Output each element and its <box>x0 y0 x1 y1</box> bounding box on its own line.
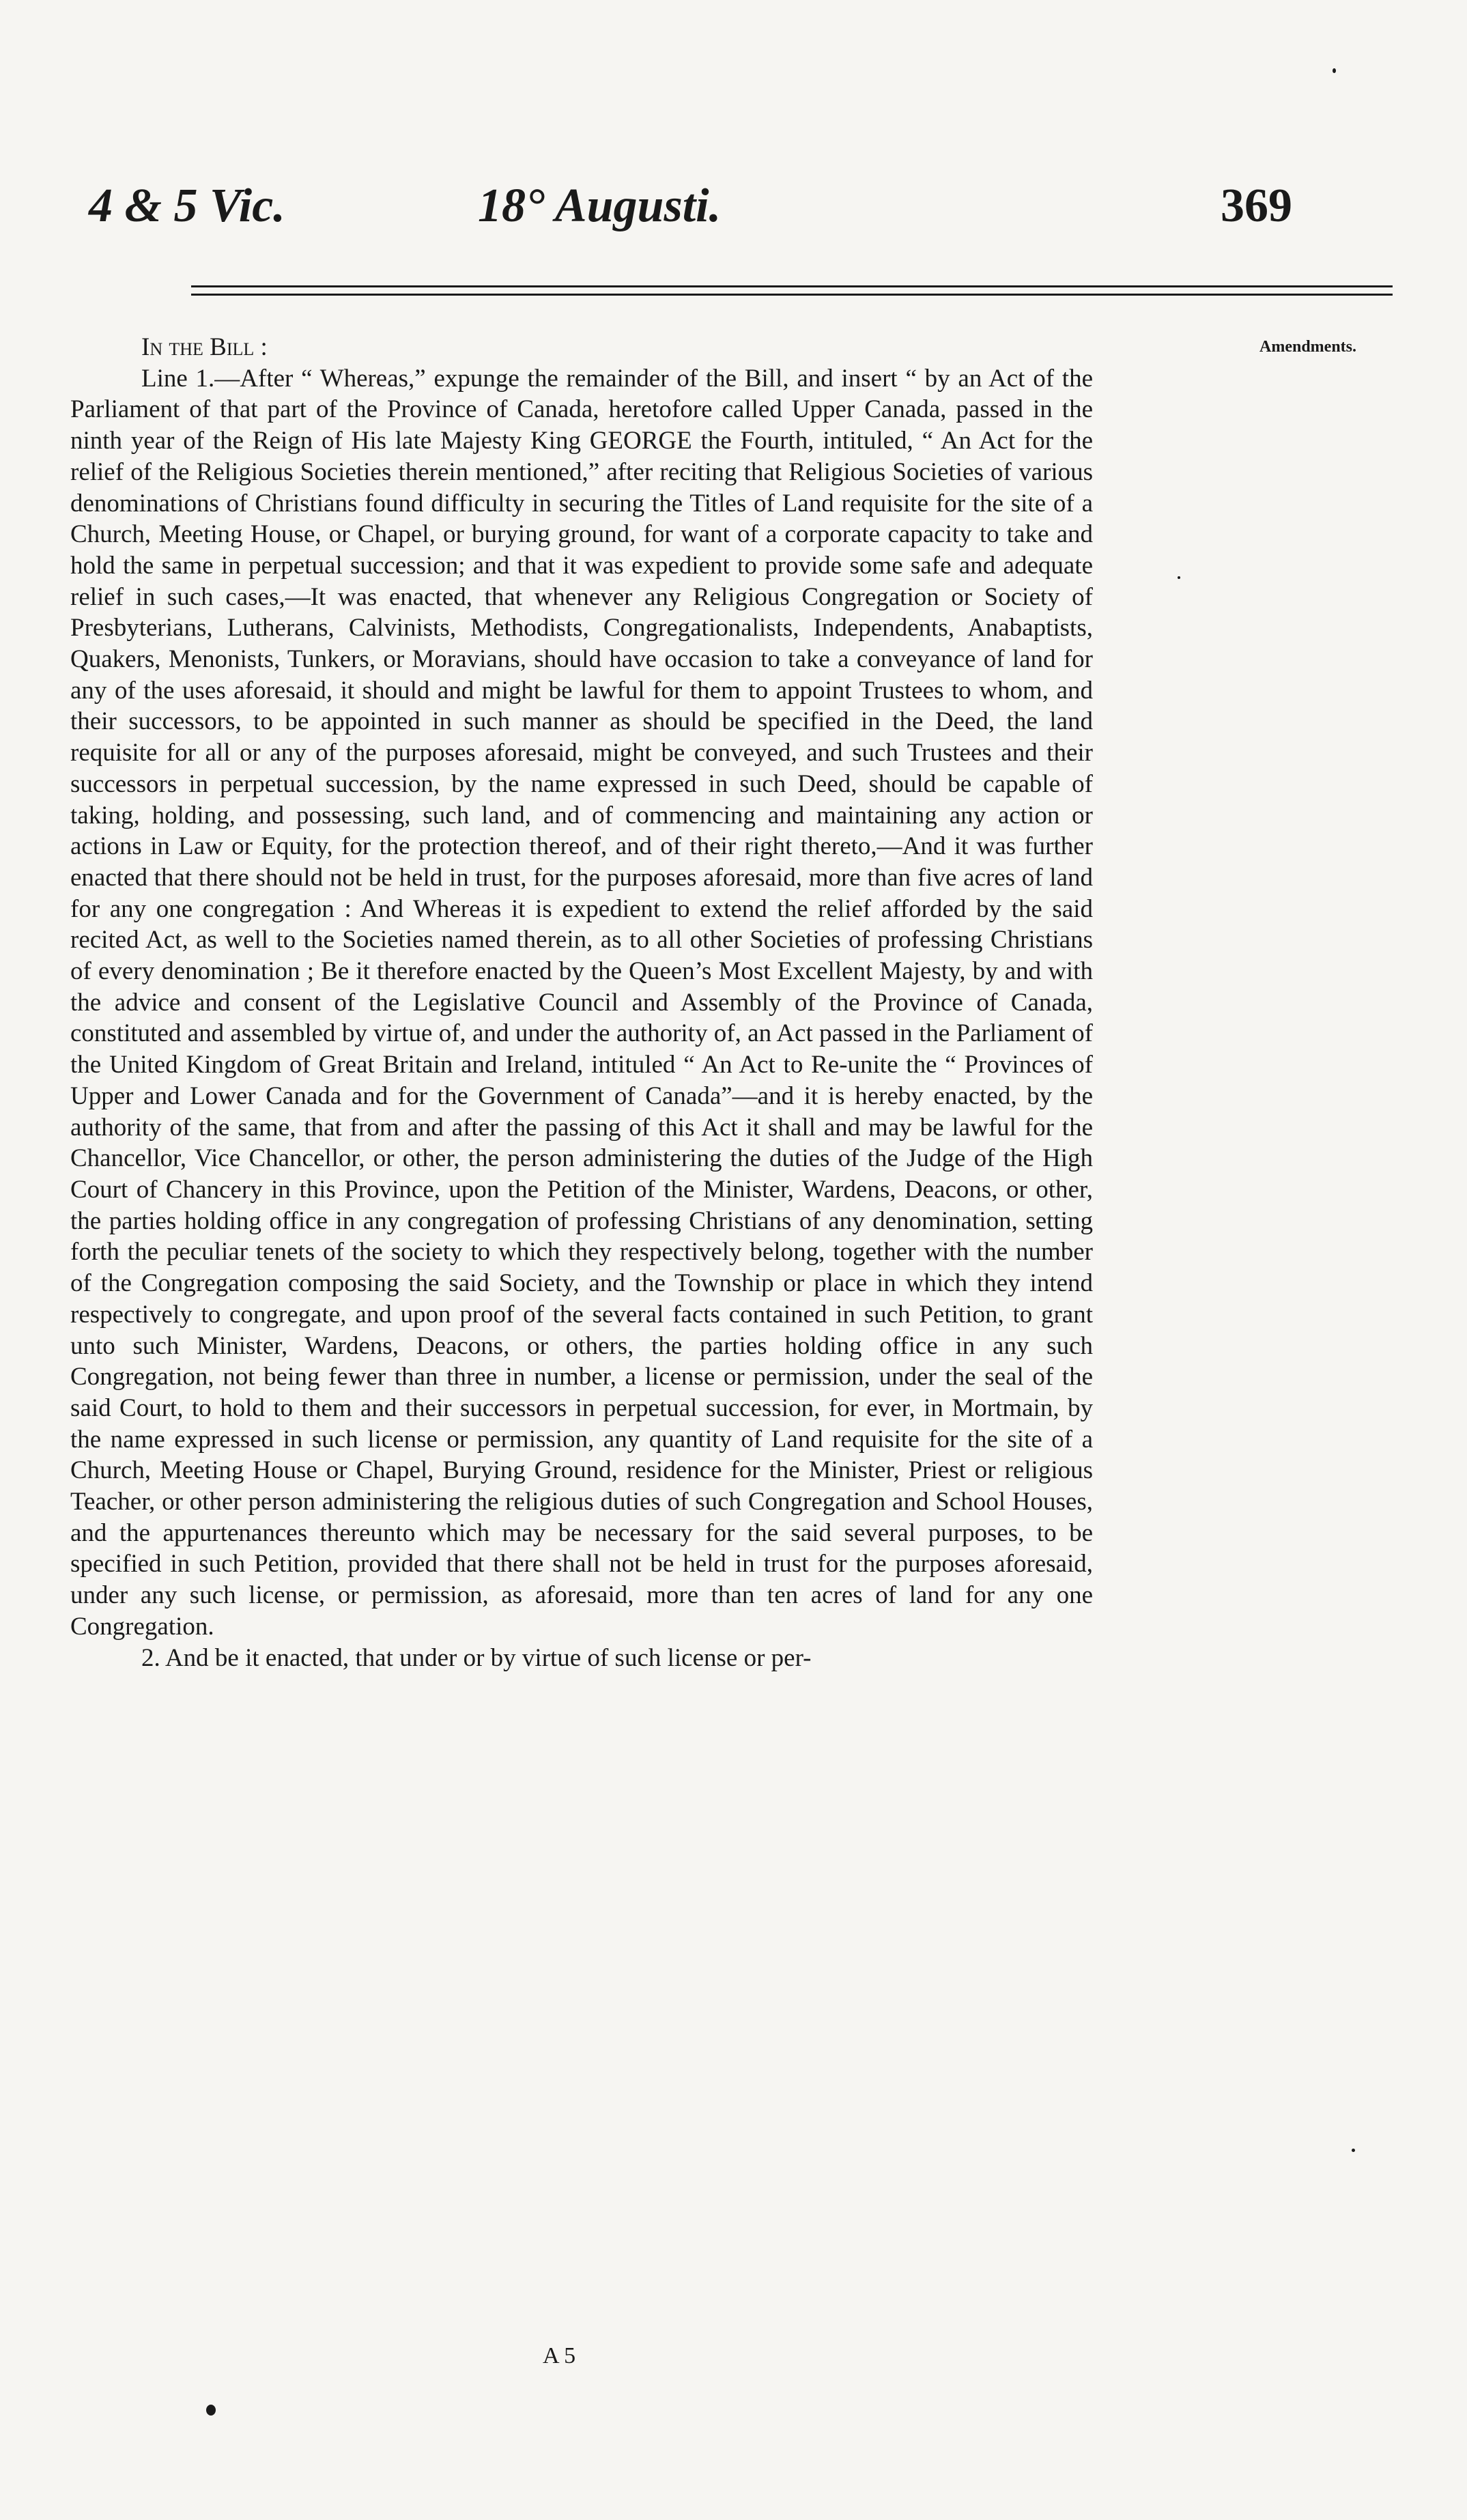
margin-note: Amendments. <box>1259 338 1356 356</box>
paragraph-amendment: Line 1.—After “ Whereas,” expunge the remainder of the Bill, and insert “ by an Act of the Parliament of that part of the Province of Canada, heretofore called Upper Canada, passed in the ninth year of the Reign of His late Majesty King GEORGE the Fourth, intituled, “ An Act for the relief of the Religious Societies therein mentioned,” after reciting that Religious Societies of various denominations of Christians found difficulty in securing the Titles of Land requisite for the site of a Church, Meeting House, or Chapel, or burying ground, for want of a corporate capacity to take and hold the same in perpetual succession; and that it was expedient to provide some safe and adequate relief in such cases,—It was enacted, that whenever any Religious Congregation or Society of Presbyterians, Lutherans, Calvinists, Methodists, Congregationalists, Independents, Anabaptists, Quakers, Menonists, Tunkers, or Moravians, should have occasion to take a conveyance of land for any of the uses aforesaid, it should and might be lawful for them to appoint Trustees to whom, and their successors, to be appointed in such manner as should be specified in the Deed, the land requisite for all or any of the purposes aforesaid, might be conveyed, and such Trustees and their successors in perpetual succession, by the name expressed in such Deed, should be capable of taking, holding, and possessing, such land, and of commencing and maintaining any action or actions in Law or Equity, for the protection thereof, and of their right thereto,—And it was further enacted that there should not be held in trust, for the purposes aforesaid, more than five acres of land for any one congregation : And Whereas it is expedient to extend the relief afforded by the said recited Act, as well to the Societies named therein, as to all other Societies of professing Christians of every denomination ; Be it therefore enacted by the Queen’s Most Excellent Majesty, by and with the advice and consent of the Legislative Council and Assembly of the Province of Canada, constituted and assembled by virtue of, and under the authority of, an Act passed in the Parliament of the United Kingdom of Great Britain and Ireland, intituled “ An Act to Re-unite the “ Provinces of Upper and Lower Canada and for the Government of Canada”—and it is hereby enacted, by the authority of the same, that from and after the passing of this Act it shall and may be lawful for the Chancellor, Vice Chancellor, or other, the person administering the duties of the Judge of the High Court of Chancery in this Province, upon the Petition of the Minister, Wardens, Deacons, or other, the parties holding office in any congregation of professing Christians of any denomination, setting forth the peculiar tenets of the society to which they respectively belong, together with the number of the Congregation composing the said Society, and the Township or place in which they intend respectively to congregate, and upon proof of the several facts contained in such Petition, to grant unto such Minister, Wardens, Deacons, or others, the parties holding office in any such Congregation, not being fewer than three in number, a license or permission, under the seal of the said Court, to hold to them and their successors in perpetual succession, for ever, in Mortmain, by the name expressed in such license or permission, any quantity of Land requisite for the site of a Church, Meeting House or Chapel, Burying Ground, residence for the Minister, Priest or religious Teacher, or other person administering the religious duties of such Congregation and School Houses, and the appurtenances thereunto which may be necessary for the said several purposes, to be specified in such Petition, provided that there shall not be held in trust for the purposes aforesaid, under any such license, or permission, as aforesaid, more than ten acres of land for any one Congregation. <box>70 364 1093 1641</box>
body-text <box>70 332 1093 1673</box>
ink-speck <box>1352 2149 1355 2152</box>
regnal-year: 4 & 5 Vic. <box>89 180 285 232</box>
session-date: 18° Augusti. <box>478 180 722 232</box>
ink-speck <box>1178 576 1180 579</box>
ink-speck <box>1333 68 1336 73</box>
paragraph-section-2: 2. And be it enacted, that under or by virtue of such license or per- <box>141 1643 812 1672</box>
running-header <box>0 179 1467 233</box>
header-rule-bottom <box>191 294 1393 296</box>
ink-dot <box>206 2405 216 2416</box>
section-heading: In the Bill : <box>141 333 268 361</box>
page-number: 369 <box>1221 180 1292 232</box>
header-rule-top <box>191 285 1393 287</box>
signature-mark: A 5 <box>543 2343 576 2368</box>
